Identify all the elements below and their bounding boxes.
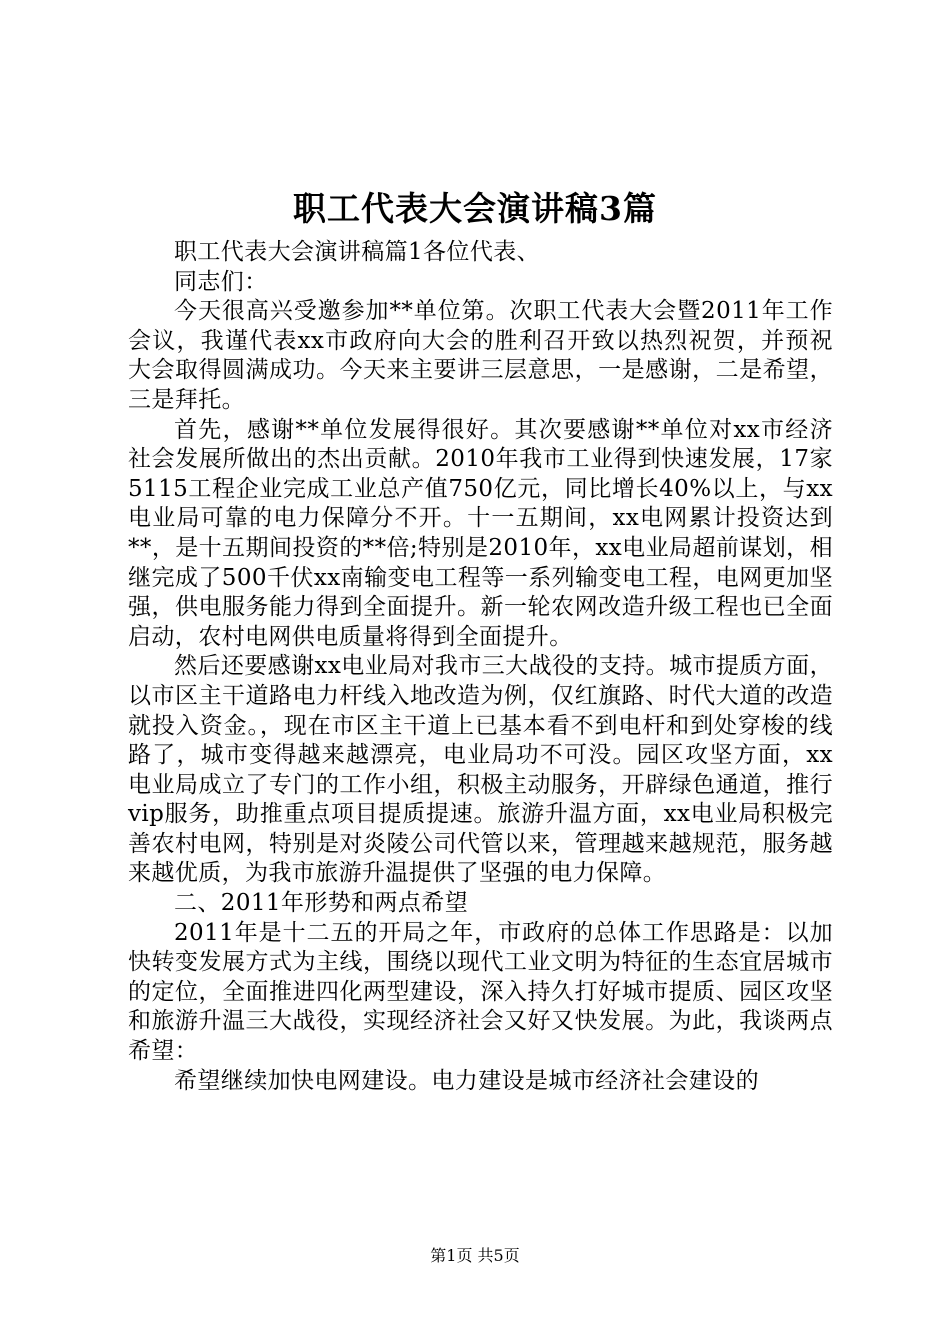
paragraph-thanks-second: 然后还要感谢xx电业局对我市三大战役的支持。城市提质方面，以市区主干道路电力杆线入地改造为例，仅红旗路、时代大道的改造就投入资金。，现在市区主干道上已基本看不到电杆和到处穿梭的线路了，城市变得越来越漂亮，电业局功不可没。园区攻坚方面，xx电业局成立了专门的工作小组，积极主动服务，开辟绿色通道，推行vip服务，助推重点项目提质提速。旅游升温方面，xx电业局积极完善农村电网，特别是对炎陵公司代管以来，管理越来越规范，服务越来越优质，为我市旅游升温提供了坚强的电力保障。: [128, 653, 833, 887]
document-body: [128, 238, 833, 1096]
paragraph-opening: 今天很高兴受邀参加**单位第。次职工代表大会暨2011年工作会议，我谨代表xx市政府向大会的胜利召开致以热烈祝贺，并预祝大会取得圆满成功。今天来主要讲三层意思，一是感谢，二是希望，三是拜托。: [128, 298, 833, 413]
paragraph-outlook: 2011年是十二五的开局之年，市政府的总体工作思路是：以加快转变发展方式为主线，围绕以现代工业文明为特征的生态宜居城市的定位，全面推进四化两型建设，深入持久打好城市提质、园区攻坚和旅游升温三大战役，实现经济社会又好又快发展。为此，我谈两点希望：: [128, 919, 833, 1065]
document-title: 职工代表大会演讲稿3篇: [293, 189, 657, 228]
paragraph-thanks-first: 首先，感谢**单位发展得很好。其次要感谢**单位对xx市经济社会发展所做出的杰出贡献。2010年我市工业得到快速发展，17家5115工程企业完成工业总产值750亿元，同比增长40%以上，与xx电业局可靠的电力保障分不开。十一五期间，xx电网累计投资达到**，是十五期间投资的**倍;特别是2010年，xx电业局超前谋划，相继完成了500千伏xx南输变电工程等一系列输变电工程，电网更加坚强，供电服务能力得到全面提升。新一轮农网改造升级工程也已全面启动，农村电网供电质量将得到全面提升。: [128, 416, 833, 650]
section-heading: 二、2011年形势和两点希望: [174, 890, 469, 917]
paragraph-heading-line: 职工代表大会演讲稿篇1各位代表、: [174, 239, 541, 265]
paragraph-hope-first: 希望继续加快电网建设。电力建设是城市经济社会建设的: [174, 1067, 759, 1094]
paragraph-salutation: 同志们：: [174, 268, 268, 295]
page-footer: 第1页 共5页: [430, 1246, 520, 1265]
